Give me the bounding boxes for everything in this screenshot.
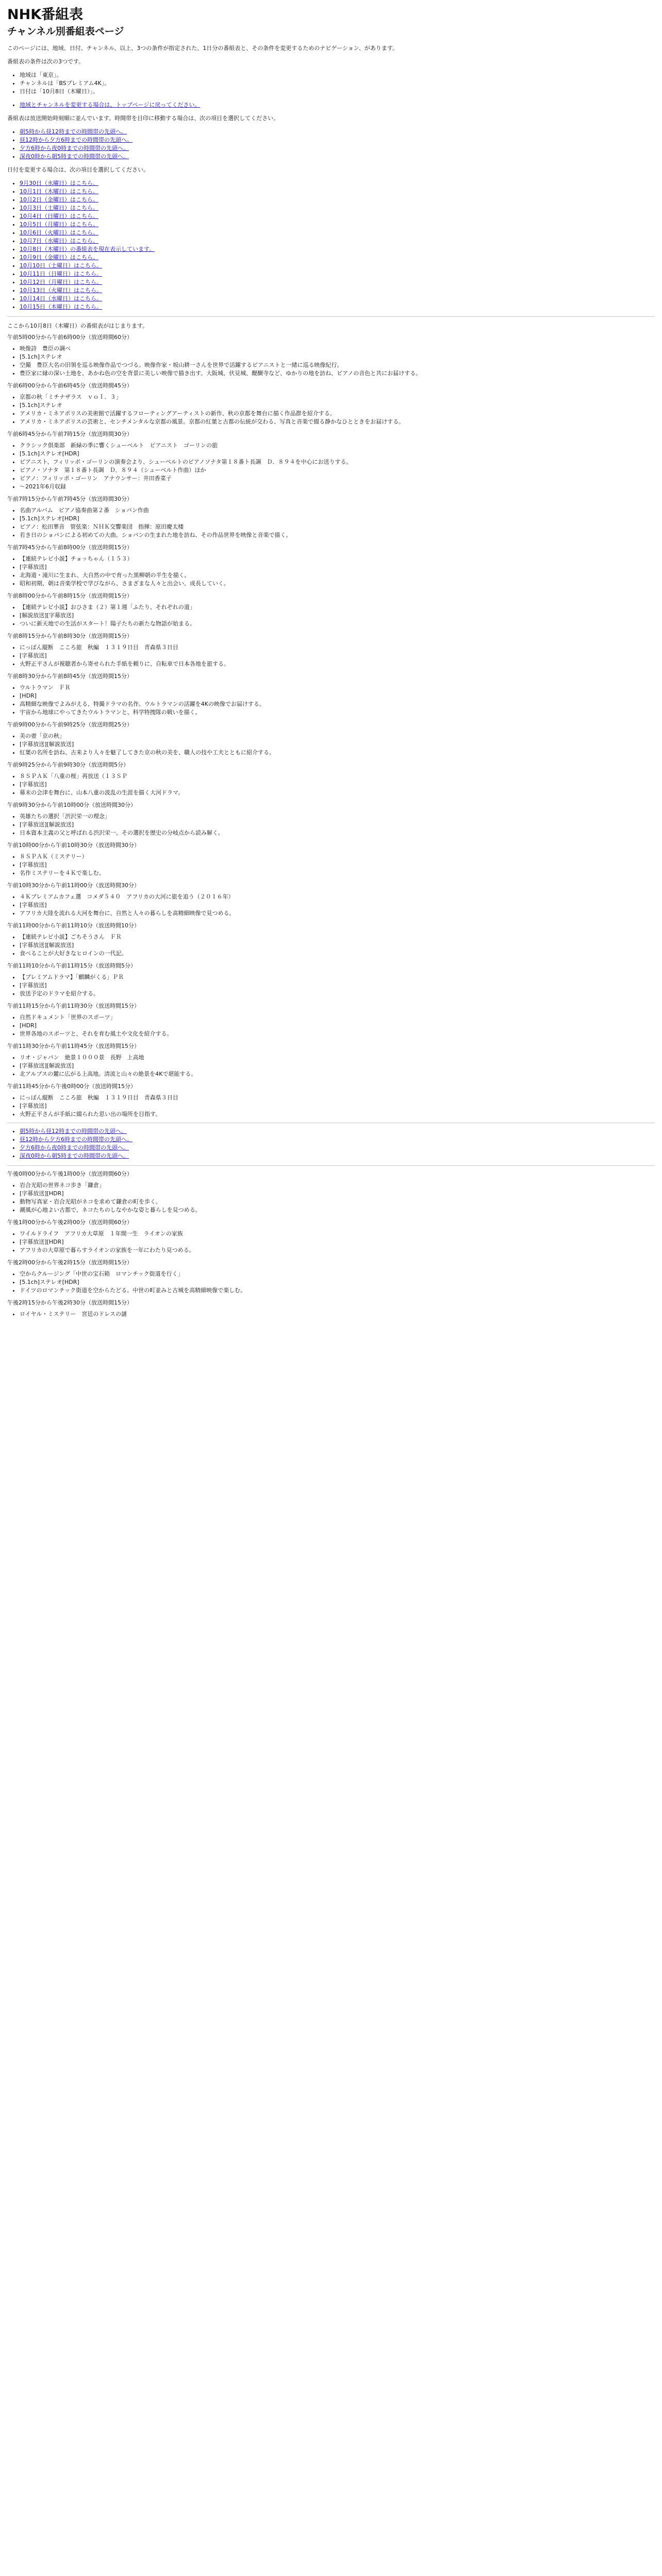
program-details: [7, 1270, 655, 1295]
program-details: [7, 555, 655, 588]
time-link-night[interactable]: 深夜0時から朝5時までの時間帯の先頭へ。: [20, 1153, 129, 1159]
program-detail: • ついに新天地での生活がスタート！陽子たちの新たな物語が始まる。: [20, 620, 655, 628]
program-time: 午前5時00分から午前6時00分（放送時間60分）: [7, 334, 133, 341]
program-detail: • 宇宙から地球にやってきたウルトラマンと、科学特捜隊の戦いを描く。: [20, 708, 655, 717]
program-time: 午前9時30分から午前10時00分（放送時間30分）: [7, 802, 136, 808]
program-title: • ウルトラマン ＦＲ: [20, 684, 655, 692]
program-detail: • [字幕放送][解説放送]: [20, 821, 655, 829]
program-entry: [7, 922, 655, 958]
date-links-intro: 日付を変更する場合は、次の項目を選択してください。: [7, 166, 149, 173]
program-title: • ロイヤル・ミステリー 宮廷のドレスの謎: [20, 1310, 655, 1318]
date-link[interactable]: 10月10日（土曜日）はこちら。: [20, 262, 102, 269]
date-link[interactable]: 10月7日（水曜日）はこちら。: [20, 238, 98, 244]
program-detail: • アフリカ大陸を流れる大河を舞台に、自然と人々の暮らしを高精細映像で見つめる。: [20, 909, 655, 918]
program-entry: [7, 333, 655, 378]
program-time: 午前10時30分から午前11時00分（放送時間30分）: [7, 882, 140, 889]
date-link[interactable]: 10月3日（土曜日）はこちら。: [20, 205, 98, 211]
program-detail: • 食べることが大好きなヒロインの一代記。: [20, 950, 655, 958]
program-details: [7, 933, 655, 958]
program-detail: • 豊臣家に縁の深い土地を、あかね色の空を背景に美しい映像で描き出す。大阪城、伏見城、醍醐寺など、ゆかりの地を訪ね、ピアノの音色と共にお届けする。: [20, 369, 655, 378]
program-detail: • [解説放送][字幕放送]: [20, 612, 655, 620]
program-list: [7, 333, 655, 1118]
program-detail: • [字幕放送]: [20, 861, 655, 869]
program-time: 午前11時30分から午前11時45分（放送時間15分）: [7, 1043, 140, 1049]
date-link[interactable]: 10月9日（金曜日）はこちら。: [20, 254, 98, 261]
program-detail: • 北アルプスの麓に広がる上高地。清流と山々の絶景を4Kで堪能する。: [20, 1070, 655, 1078]
program-details: [7, 643, 655, 668]
program-entry: [7, 962, 655, 998]
program-time: 午前11時10分から午前11時15分（放送時間5分）: [7, 962, 136, 969]
program-detail: • [字幕放送][解説放送]: [20, 941, 655, 950]
program-entry: [7, 801, 655, 837]
program-title: • 映像詩 豊臣の調べ: [20, 345, 655, 353]
site-title: NHK番組表: [7, 7, 84, 23]
program-title: • 岩合光昭の世界ネコ歩き「鎌倉」: [20, 1181, 655, 1190]
date-link[interactable]: 10月2日（金曜日）はこちら。: [20, 196, 98, 203]
condition-region: • 地域は「東京」。: [20, 71, 655, 79]
date-link[interactable]: 10月4日（日曜日）はこちら。: [20, 213, 98, 219]
program-detail: • ピアニスト、フィリッポ・ゴーリンの演奏会より、シューベルトのピアノソナタ第１８番ト長調 Ｄ．８９４を中心にお送りする。: [20, 458, 655, 466]
program-title: • クラシック倶楽部 新緑の季に響くシューベルト ピアニスト ゴーリンの旅: [20, 442, 655, 450]
program-time: 午前9時25分から午前9時30分（放送時間5分）: [7, 761, 129, 768]
time-links: [7, 128, 655, 161]
program-detail: • 幕末の会津を舞台に、山本八重の波乱の生涯を描く大河ドラマ。: [20, 789, 655, 797]
program-detail: • ドイツのロマンチック街道を空からたどる。中世の町並みと古城を高精細映像で楽しむ。: [20, 1286, 655, 1295]
program-details: [7, 1181, 655, 1214]
conditions-heading: 番組表の条件は次の3つです。: [7, 58, 85, 65]
time-note: 番組表は放送開始時刻順に並んでいます。時間帯を目印に移動する場合は、次の項目を選択してください。: [7, 115, 279, 122]
program-detail: • [字幕放送]: [20, 781, 655, 789]
program-detail: • [HDR]: [20, 1022, 655, 1030]
date-link[interactable]: 10月11日（日曜日）はこちら。: [20, 270, 102, 277]
program-detail: • [字幕放送]: [20, 652, 655, 660]
program-entry: [7, 495, 655, 539]
program-time: 午後0時00分から午後1時00分（放送時間60分）: [7, 1171, 133, 1177]
time-link-morning[interactable]: 朝5時から昼12時までの時間帯の先頭へ。: [20, 1128, 127, 1134]
program-title: • 【連続テレビ小説】チョッちゃん（１５３）: [20, 555, 655, 563]
date-link[interactable]: 10月15日（木曜日）はこちら。: [20, 303, 102, 310]
program-title: • 【プレミアムドラマ】「麒麟がくる」ＰＲ: [20, 973, 655, 981]
program-time: 午前6時45分から午前7時15分（放送時間30分）: [7, 431, 133, 437]
program-time: 午後2時00分から午後2時15分（放送時間15分）: [7, 1259, 133, 1266]
program-detail: • 空撮 豊臣大名の旧領を巡る映像作品でつづる。映像作家・坂山耕一さんを世界で活躍するピアニストと一緒に巡る映像紀行。: [20, 361, 655, 369]
date-link[interactable]: 10月1日（木曜日）はこちら。: [20, 188, 98, 195]
program-detail: • [字幕放送]: [20, 981, 655, 990]
condition-date: • 日付は「10月8日（木曜日）」。: [20, 88, 655, 96]
program-details: [7, 853, 655, 877]
program-detail: • 〜2021年6月収録: [20, 483, 655, 491]
program-details: [7, 1054, 655, 1078]
program-details: [7, 345, 655, 378]
program-entry: [7, 430, 655, 491]
program-list-afternoon: [7, 1170, 655, 1318]
date-link[interactable]: 10月13日（火曜日）はこちら。: [20, 287, 102, 294]
program-detail: • [字幕放送][解説放送]: [20, 740, 655, 749]
conditions-list: [7, 71, 655, 96]
time-link-evening[interactable]: 夕方6時から夜0時までの時間帯の先頭へ。: [20, 1144, 129, 1151]
program-title: • 名曲アルバム ピアノ協奏曲第２番 ショパン作曲: [20, 506, 655, 515]
program-detail: • [字幕放送][HDR]: [20, 1190, 655, 1198]
program-time: 午前8時00分から午前8時15分（放送時間15分）: [7, 592, 133, 599]
program-detail: • 昭和初期、朝は音楽学校で学びながら、さまざまな人々と出会い、成長していく。: [20, 580, 655, 588]
time-link-morning[interactable]: 朝5時から昼12時までの時間帯の先頭へ。: [20, 128, 127, 135]
program-detail: • [5.1ch]ステレオ[HDR]: [20, 515, 655, 523]
program-detail: • アフリカの大草原で暮らすライオンの家族を一年にわたり見つめる。: [20, 1246, 655, 1255]
program-detail: • ピアノ：フィリッポ・ゴーリン アナウンサー：井田香菜子: [20, 474, 655, 483]
program-detail: • [字幕放送]: [20, 563, 655, 571]
program-entry: [7, 1042, 655, 1078]
condition-channel: • チャンネルは「BSプレミアム4K」。: [20, 79, 655, 88]
program-detail: • アメリカ・ミネアポリスの芸術と、センチメンタルな京都の風景。京都の紅葉と古都の伝統が交わる、写真と音楽で綴る静かなひとときをお届けする。: [20, 418, 655, 426]
program-detail: • ピアノ：松田華音 管弦楽：ＮＨＫ交響楽団 指揮：原田慶太楼: [20, 523, 655, 531]
time-link-evening[interactable]: 夕方6時から夜0時までの時間帯の先頭へ。: [20, 145, 129, 151]
program-title: • ワイルドライフ アフリカ大草原 １年間一生 ライオンの家族: [20, 1230, 655, 1238]
program-time: 午前11時15分から午前11時30分（放送時間15分）: [7, 1003, 140, 1009]
program-title: • 英雄たちの選択「渋沢栄一の理念」: [20, 812, 655, 821]
program-detail: • 若き日のショパンによる初めての大曲。ショパンの生まれた地を訪ね、その作品世界を映像と音楽で描く。: [20, 531, 655, 539]
time-link-noon[interactable]: 昼12時から夕方6時までの時間帯の先頭へ。: [20, 137, 133, 143]
date-link[interactable]: 9月30日（水曜日）はこちら。: [20, 180, 98, 187]
program-details: [7, 1230, 655, 1255]
program-details: [7, 973, 655, 998]
program-detail: • [HDR]: [20, 692, 655, 700]
program-time: 午後1時00分から午後2時00分（放送時間60分）: [7, 1219, 133, 1226]
program-title: • 京都の秋「ミチナザラス ｖｏｌ．３」: [20, 393, 655, 401]
time-link-noon[interactable]: 昼12時から夕方6時までの時間帯の先頭へ。: [20, 1136, 133, 1143]
program-details: [7, 893, 655, 918]
program-entry: [7, 1259, 655, 1295]
program-details: [7, 1094, 655, 1118]
time-links-2: [7, 1127, 655, 1160]
top-page-link[interactable]: 地域とチャンネルを変更する場合は、トップページに戻ってください。: [20, 101, 201, 108]
program-entry: [7, 1002, 655, 1038]
program-details: [7, 772, 655, 797]
program-title: • ４Ｋプレミアムカフェ選 コメダ５４０ アフリカの大河に旅を追う（２０１６年）: [20, 893, 655, 901]
program-time: 午前10時00分から午前10時30分（放送時間30分）: [7, 842, 140, 849]
date-link[interactable]: 10月14日（水曜日）はこちら。: [20, 295, 102, 302]
program-time: 午前8時30分から午前8時45分（放送時間15分）: [7, 673, 133, 680]
time-link-night[interactable]: 深夜0時から朝5時までの時間帯の先頭へ。: [20, 153, 129, 160]
program-detail: • 動物写真家・岩合光昭がネコを求めて鎌倉の町を歩く。: [20, 1198, 655, 1206]
program-detail: • [字幕放送]: [20, 901, 655, 909]
program-details: [7, 1310, 655, 1318]
program-entry: [7, 1082, 655, 1118]
divider: [7, 316, 655, 317]
program-time: 午前11時45分から午後0時00分（放送時間15分）: [7, 1083, 136, 1090]
program-time: 午後2時15分から午後2時30分（放送時間15分）: [7, 1299, 133, 1306]
program-entry: [7, 672, 655, 717]
program-detail: • [5.1ch]ステレオ: [20, 401, 655, 410]
program-detail: • [字幕放送][解説放送]: [20, 1062, 655, 1070]
program-entry: [7, 382, 655, 426]
program-time: 午前7時45分から午前8時00分（放送時間15分）: [7, 544, 133, 551]
program-detail: • [5.1ch]ステレオ: [20, 353, 655, 361]
program-entry: [7, 761, 655, 797]
program-detail: • [字幕放送][HDR]: [20, 1238, 655, 1246]
program-detail: • 火野正平さんが手紙に綴られた思い出の場所を目指す。: [20, 1110, 655, 1118]
page-heading: チャンネル別番組表ページ: [7, 26, 124, 37]
program-title: • リオ・ジャパン 絶景１０００景 長野 上高地: [20, 1054, 655, 1062]
program-detail: • ピアノ・ソナタ 第１８番ト長調 Ｄ．８９４（シューベルト作曲）ほか: [20, 466, 655, 474]
program-entry: [7, 1299, 655, 1318]
program-details: [7, 812, 655, 837]
program-time: 午前7時15分から午前7時45分（放送時間30分）: [7, 496, 133, 502]
program-title: • ８ＳＰＡＫ（ミステリー）: [20, 853, 655, 861]
program-detail: • 日本資本主義の父と呼ばれる渋沢栄一。その選択を歴史の分岐点から読み解く。: [20, 829, 655, 837]
program-entry: [7, 592, 655, 628]
program-entry: [7, 841, 655, 877]
program-detail: • 潮風が心地よい古都で、ネコたちのしなやかな姿と暮らしを見つめる。: [20, 1206, 655, 1214]
program-detail: • 高精細な映像でよみがえる、特撮ドラマの名作。ウルトラマンの活躍を4Kの映像でお届けする。: [20, 700, 655, 708]
program-detail: • 北海道・滝川に生まれ、大自然の中で育った黒柳朝の半生を描く。: [20, 571, 655, 580]
program-title: • にっぽん縦断 こころ旅 秋編 １３１９日目 青森県３日目: [20, 1094, 655, 1102]
program-entry: [7, 1218, 655, 1255]
program-time: 午前8時15分から午前8時30分（放送時間15分）: [7, 633, 133, 639]
program-time: 午前11時00分から午前11時10分（放送時間10分）: [7, 922, 140, 929]
program-title: • 空からクルージング「中世の宝石箱 ロマンチック街道を行く」: [20, 1270, 655, 1278]
date-links: [7, 179, 655, 311]
program-detail: • [5.1ch]ステレオ[HDR]: [20, 1278, 655, 1286]
program-detail: • 世界各地のスポーツと、それを育む風土や文化を紹介する。: [20, 1030, 655, 1038]
program-time: 午前9時00分から午前9時25分（放送時間25分）: [7, 721, 133, 728]
program-title: • 自然ドキュメント「世界のスポーツ」: [20, 1013, 655, 1022]
program-detail: • 紅葉の名所を訪ね、古来より人々を魅了してきた京の秋の美を、職人の技や工夫とともに紹介する。: [20, 749, 655, 757]
date-link[interactable]: 10月5日（月曜日）はこちら。: [20, 221, 98, 228]
program-details: [7, 1013, 655, 1038]
program-entry: [7, 1170, 655, 1214]
program-entry: [7, 544, 655, 588]
program-title: • にっぽん縦断 こころ旅 秋編 １３１９日目 青森県３日目: [20, 643, 655, 652]
date-link[interactable]: 10月12日（月曜日）はこちら。: [20, 279, 102, 285]
program-details: [7, 603, 655, 628]
program-entry: [7, 882, 655, 918]
program-details: [7, 506, 655, 539]
program-details: [7, 684, 655, 717]
intro-text: このページには、地域、日付、チャンネル、以上、3つの条件が指定された、1日分の番組表と、その条件を変更するためのナビゲーション、があります。: [7, 45, 399, 52]
program-title: • ８ＳＰＡＫ「八重の桜」再放送（１３ＳＰ: [20, 772, 655, 781]
date-link[interactable]: 10月6日（火曜日）はこちら。: [20, 229, 98, 236]
program-details: [7, 732, 655, 757]
program-title: • 【連続テレビ小説】ごちそうさん ＦＲ: [20, 933, 655, 941]
top-link-list: [7, 101, 655, 109]
schedule-start: ここから10月8日（木曜日）の番組表がはじまります。: [7, 323, 148, 329]
program-details: [7, 442, 655, 491]
program-details: [7, 393, 655, 426]
program-entry: [7, 632, 655, 668]
program-detail: • アメリカ・ミネアポリスの美術館で活躍するフローティングアーティストの新作、秋の京都を舞台に描く作品群を紹介する。: [20, 410, 655, 418]
divider: [7, 1165, 655, 1166]
program-detail: • [5.1ch]ステレオ[HDR]: [20, 450, 655, 458]
program-detail: • 放送予定のドラマを紹介する。: [20, 990, 655, 998]
program-entry: [7, 721, 655, 757]
program-detail: • 火野正平さんが視聴者から寄せられた手紙を頼りに、自転車で日本各地を旅する。: [20, 660, 655, 668]
program-time: 午前6時00分から午前6時45分（放送時間45分）: [7, 382, 133, 389]
program-title: • 美の壺「京の秋」: [20, 732, 655, 740]
date-link-current[interactable]: 10月8日（木曜日）の番組表を現在表示しています。: [20, 246, 155, 252]
program-detail: • [字幕放送]: [20, 1102, 655, 1110]
program-detail: • 名作ミステリーを４Ｋで楽しむ。: [20, 869, 655, 877]
program-title: • 【連続テレビ小説】おひさま（２）第１週「ふたり、それぞれの道」: [20, 603, 655, 612]
